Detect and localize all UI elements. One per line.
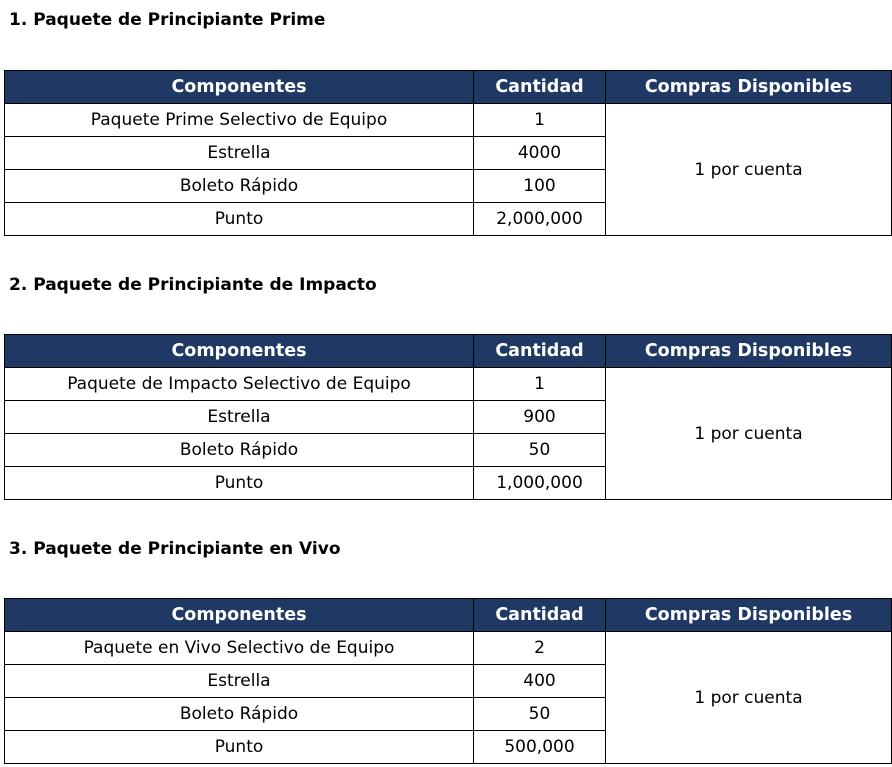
quantity-cell: 400 bbox=[474, 665, 606, 698]
component-cell: Estrella bbox=[5, 401, 474, 434]
component-cell: Estrella bbox=[5, 665, 474, 698]
purchase-limit-cell: 1 por cuenta bbox=[606, 104, 892, 236]
package-2-title: 2. Paquete de Principiante de Impacto bbox=[9, 275, 377, 295]
component-cell: Estrella bbox=[5, 137, 474, 170]
component-cell: Punto bbox=[5, 203, 474, 236]
table-row bbox=[5, 368, 892, 401]
quantity-cell: 1 bbox=[474, 368, 606, 401]
quantity-cell: 4000 bbox=[474, 137, 606, 170]
quantity-cell: 50 bbox=[474, 698, 606, 731]
package-3-table bbox=[4, 598, 892, 764]
purchase-limit-cell: 1 por cuenta bbox=[606, 368, 892, 500]
component-cell: Boleto Rápido bbox=[5, 434, 474, 467]
header-components: Componentes bbox=[5, 71, 474, 104]
quantity-cell: 500,000 bbox=[474, 731, 606, 764]
package-3-title: 3. Paquete de Principiante en Vivo bbox=[9, 539, 341, 559]
header-quantity: Cantidad bbox=[474, 599, 606, 632]
component-cell: Punto bbox=[5, 731, 474, 764]
purchase-limit-cell: 1 por cuenta bbox=[606, 632, 892, 764]
component-cell: Paquete Prime Selectivo de Equipo bbox=[5, 104, 474, 137]
component-cell: Boleto Rápido bbox=[5, 698, 474, 731]
header-purchases: Compras Disponibles bbox=[606, 599, 892, 632]
package-2-table bbox=[4, 334, 892, 500]
table-row bbox=[5, 104, 892, 137]
header-components: Componentes bbox=[5, 335, 474, 368]
table-row bbox=[5, 632, 892, 665]
quantity-cell: 1 bbox=[474, 104, 606, 137]
table-header-row bbox=[5, 335, 892, 368]
table-header-row bbox=[5, 71, 892, 104]
component-cell: Boleto Rápido bbox=[5, 170, 474, 203]
header-quantity: Cantidad bbox=[474, 335, 606, 368]
header-purchases: Compras Disponibles bbox=[606, 71, 892, 104]
package-1-title: 1. Paquete de Principiante Prime bbox=[9, 10, 326, 30]
header-quantity: Cantidad bbox=[474, 71, 606, 104]
package-1-table bbox=[4, 70, 892, 236]
quantity-cell: 900 bbox=[474, 401, 606, 434]
quantity-cell: 100 bbox=[474, 170, 606, 203]
header-purchases: Compras Disponibles bbox=[606, 335, 892, 368]
quantity-cell: 2 bbox=[474, 632, 606, 665]
quantity-cell: 1,000,000 bbox=[474, 467, 606, 500]
component-cell: Paquete de Impacto Selectivo de Equipo bbox=[5, 368, 474, 401]
quantity-cell: 50 bbox=[474, 434, 606, 467]
component-cell: Punto bbox=[5, 467, 474, 500]
quantity-cell: 2,000,000 bbox=[474, 203, 606, 236]
table-header-row bbox=[5, 599, 892, 632]
header-components: Componentes bbox=[5, 599, 474, 632]
component-cell: Paquete en Vivo Selectivo de Equipo bbox=[5, 632, 474, 665]
